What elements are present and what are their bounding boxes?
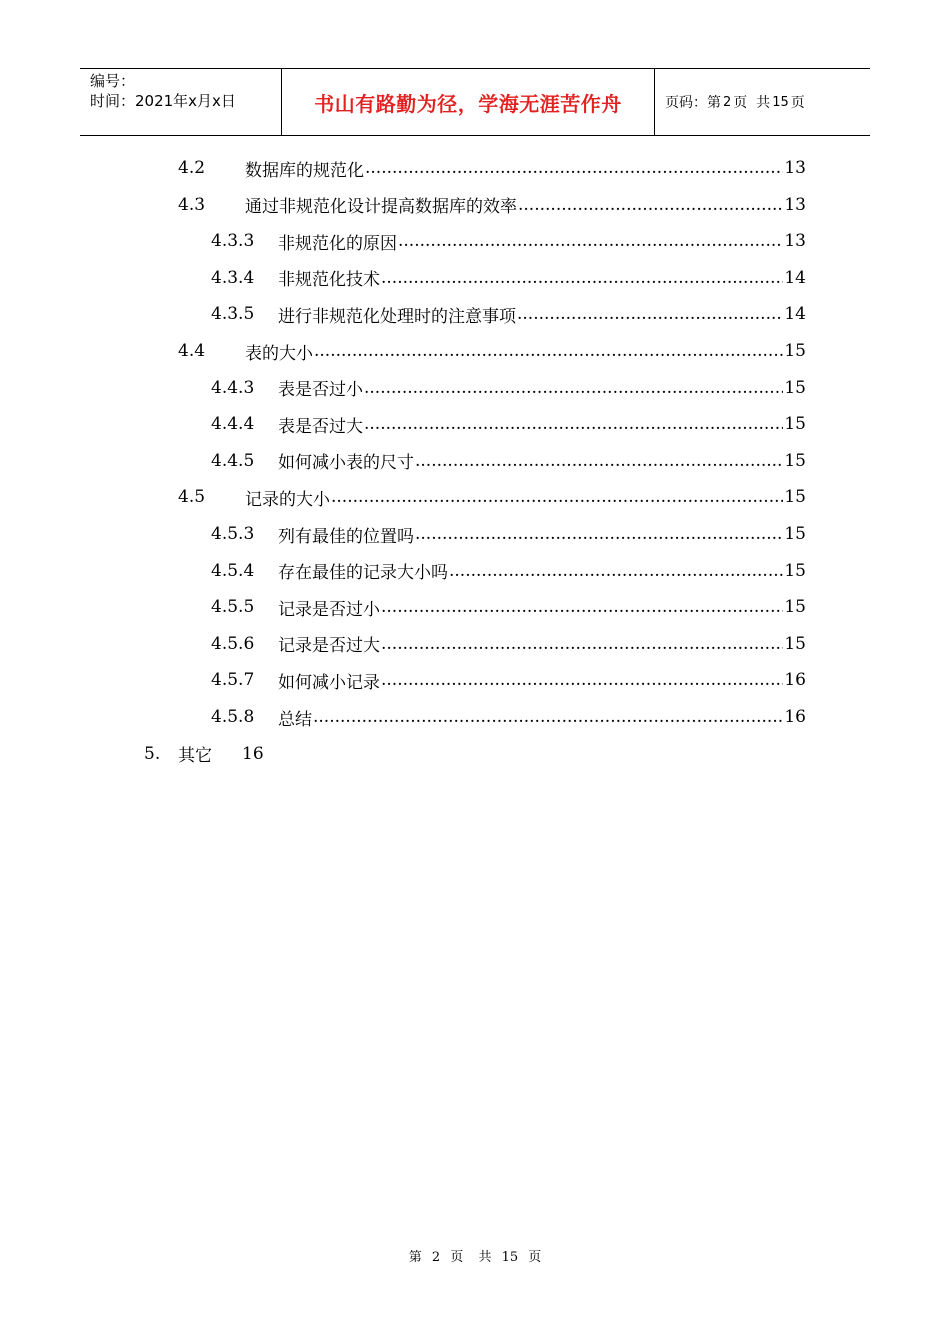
page-current: 2	[723, 94, 732, 110]
footer-suffix: 页	[528, 1250, 542, 1265]
toc-leader-dots	[381, 634, 783, 654]
toc-entry[interactable]	[211, 592, 806, 622]
toc-entry-page: 16	[784, 670, 806, 691]
toc-entry-page: 14	[784, 304, 806, 325]
toc-leader-dots	[381, 670, 783, 690]
motto-text: 书山有路勤为径，学海无涯苦作舟	[314, 91, 622, 116]
footer-prefix: 第	[408, 1250, 422, 1265]
toc-entry-title: 数据库的规范化	[245, 160, 364, 181]
toc-entry-page: 15	[784, 487, 806, 508]
toc-entry-page: 15	[784, 524, 806, 544]
toc-entry-title: 如何减小记录	[278, 672, 380, 693]
toc-entry[interactable]	[211, 629, 806, 659]
toc-entry-number: 4.5.5	[211, 597, 255, 618]
toc-entry-page: 13	[784, 231, 806, 252]
toc-entry-title: 记录是否过小	[278, 599, 380, 620]
toc-leader-dots	[518, 195, 783, 215]
toc-entry-page: 16	[242, 743, 264, 764]
toc-entry-title: 通过非规范化设计提高数据库的效率	[245, 197, 517, 218]
toc-leader-dots	[398, 231, 783, 251]
toc-entry-title: 其它	[178, 746, 212, 767]
toc-entry[interactable]	[211, 409, 806, 439]
toc-entry[interactable]	[211, 299, 806, 329]
toc-entry[interactable]	[178, 190, 806, 220]
page-mid: 页 共	[733, 95, 771, 111]
toc-entry-page: 14	[784, 267, 806, 288]
toc-entry-page: 15	[784, 633, 806, 654]
toc-entry-number: 4.4	[178, 341, 206, 361]
toc-leader-dots	[517, 304, 783, 324]
toc-entry-title: 非规范化技术	[278, 270, 380, 291]
toc-entry-page: 15	[784, 450, 806, 471]
toc-entry-title: 存在最佳的记录大小吗	[278, 563, 448, 584]
header-page-cell	[655, 69, 870, 135]
toc-leader-dots	[365, 158, 783, 178]
toc-entry-number: 4.5.3	[211, 524, 255, 544]
toc-entry[interactable]	[211, 373, 806, 403]
toc-entry-title: 记录的大小	[245, 489, 330, 510]
toc-entry[interactable]	[211, 556, 806, 586]
toc-entry[interactable]	[211, 446, 806, 476]
page-header	[80, 68, 870, 136]
toc-leader-dots	[449, 561, 783, 581]
toc-entry[interactable]	[211, 226, 806, 256]
toc-entry[interactable]	[178, 153, 806, 183]
toc-entry-page: 16	[784, 707, 806, 727]
toc-entry-number: 4.3.5	[211, 304, 255, 325]
toc-entry-number: 4.5.6	[211, 633, 255, 654]
toc-leader-dots	[314, 341, 783, 361]
toc-entry-number: 4.3.3	[211, 231, 255, 252]
toc-entry-number: 5.	[144, 743, 161, 764]
footer-mid1: 页	[450, 1250, 464, 1265]
toc-entry-page: 13	[784, 194, 806, 215]
page-footer	[0, 1246, 950, 1265]
toc-leader-dots	[331, 487, 783, 507]
serial-label: 编号：	[90, 72, 136, 90]
toc-entry-title: 表是否过大	[278, 416, 363, 437]
toc-entry-page: 15	[784, 377, 806, 398]
toc-entry-title: 表是否过小	[278, 380, 363, 401]
toc-entry-title: 非规范化的原因	[278, 233, 397, 254]
toc-leader-dots	[313, 707, 783, 727]
page-suffix: 页	[790, 95, 805, 111]
toc-entry[interactable]	[178, 336, 806, 366]
toc-entry-title: 记录是否过大	[278, 636, 380, 657]
toc-entry-title: 进行非规范化处理时的注意事项	[278, 306, 516, 327]
toc-entry[interactable]	[211, 263, 806, 293]
toc-entry-title: 如何减小表的尺寸	[278, 453, 414, 474]
footer-current: 2	[431, 1250, 441, 1265]
toc-entry-page: 15	[784, 341, 806, 361]
toc-entry[interactable]	[211, 519, 806, 549]
toc-leader-dots	[381, 597, 783, 617]
page-total: 15	[772, 94, 789, 110]
toc-entry-page: 15	[784, 597, 806, 618]
toc-entry-number: 4.3.4	[211, 267, 255, 288]
toc-entry[interactable]	[211, 702, 806, 732]
toc-entry-page: 13	[784, 158, 806, 178]
footer-total: 15	[501, 1250, 519, 1265]
toc-entry-number: 4.3	[178, 194, 206, 215]
toc-entry-title: 总结	[278, 709, 312, 730]
toc-leader-dots	[415, 451, 783, 471]
toc-entry[interactable]	[144, 739, 264, 769]
toc-entry-number: 4.4.5	[211, 450, 255, 471]
toc-leader-dots	[364, 414, 783, 434]
toc-leader-dots	[415, 524, 783, 544]
header-motto-cell	[282, 69, 655, 135]
toc-leader-dots	[364, 378, 783, 398]
toc-entry-number: 4.4.4	[211, 414, 255, 435]
toc-entry-number: 4.5.7	[211, 670, 255, 691]
toc-entry-title: 列有最佳的位置吗	[278, 526, 414, 547]
toc-entry-number: 4.4.3	[211, 377, 255, 398]
toc-entry-number: 4.5	[178, 487, 206, 508]
toc-entry-number: 4.5.8	[211, 707, 255, 727]
toc-entry-page: 15	[784, 560, 806, 581]
page-prefix: 页码：第	[665, 95, 721, 111]
time-label: 时间：2021年x月x日	[90, 92, 236, 110]
toc-entry-title: 表的大小	[245, 343, 313, 364]
toc-entry-number: 4.2	[178, 158, 206, 178]
toc-entry-page: 15	[784, 414, 806, 435]
toc-entry-number: 4.5.4	[211, 560, 255, 581]
header-info-cell	[80, 69, 282, 135]
footer-mid2: 共	[478, 1250, 492, 1265]
toc-entry[interactable]	[211, 665, 806, 695]
toc-leader-dots	[381, 268, 783, 288]
toc-entry[interactable]	[178, 482, 806, 512]
